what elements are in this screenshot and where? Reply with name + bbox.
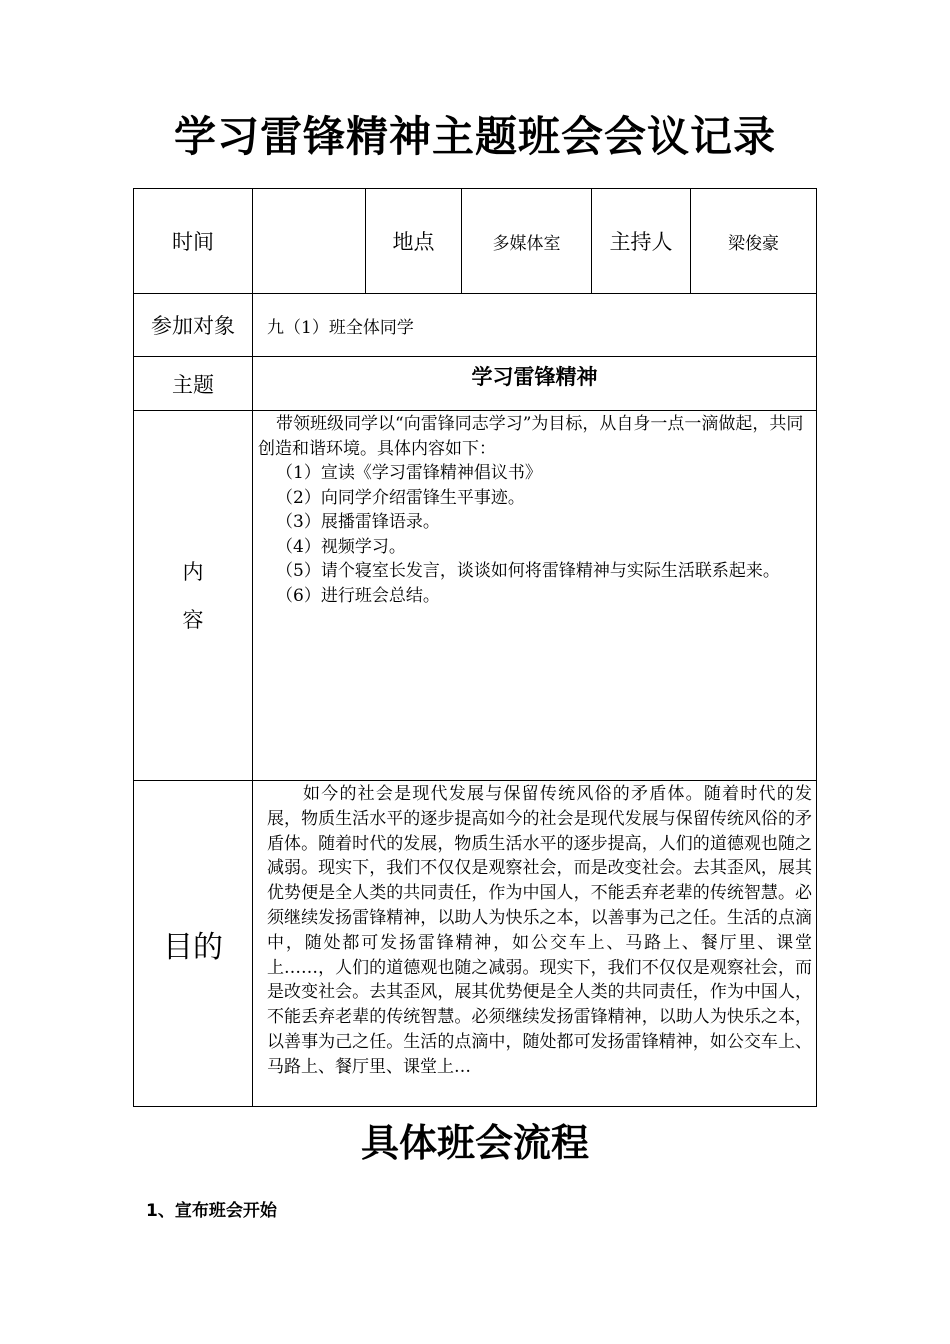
- time-label: 时间: [134, 189, 253, 294]
- time-value: [253, 189, 366, 294]
- participants-label: 参加对象: [134, 294, 253, 357]
- table-row: [134, 781, 817, 1107]
- table-row: [134, 411, 817, 781]
- host-value: 梁俊豪: [691, 189, 817, 294]
- content-item-4: （4）视频学习。: [276, 536, 406, 557]
- table-row: [134, 189, 817, 294]
- table-row: [134, 357, 817, 411]
- theme-value: 学习雷锋精神: [253, 357, 817, 411]
- content-value: [253, 411, 817, 781]
- content-item-3: （3）展播雷锋语录。: [276, 512, 440, 532]
- table-row: [134, 294, 817, 357]
- content-item-1: （1）宣读《学习雷锋精神倡议书》: [276, 463, 542, 483]
- section-heading: 具体班会流程: [360, 1121, 589, 1165]
- theme-label: 主题: [134, 357, 253, 411]
- place-label: 地点: [366, 189, 462, 294]
- host-label: 主持人: [592, 189, 691, 294]
- content-item-5: （5）请个寝室长发言，谈谈如何将雷锋精神与实际生活联系起来。: [276, 561, 780, 581]
- content-item-2: （2）向同学介绍雷锋生平事迹。: [276, 487, 525, 508]
- purpose-value: [253, 781, 817, 1107]
- content-label: [134, 411, 253, 781]
- content-label-line-2: 容: [182, 607, 204, 632]
- step-1: 1、宣布班会开始: [146, 1201, 277, 1221]
- place-value: 多媒体室: [462, 189, 592, 294]
- purpose-text: 如今的社会是现代发展与保留传统风俗的矛盾体。随着时代的发展，物质生活水平的逐步提高如今的社会是现代发展与保留传统风俗的矛盾体。随着时代的发展，物质生活水平的逐步提高，人们的道德观也随之减弱。现实下，我们不仅仅是观察社会，而是改变社会。去其歪风，展其优势便是全人类的共同责任，作为中国人，不能丢弃老辈的传统智慧。必须继续发扬雷锋精神，以助人为快乐之本，以善事为己之任。生活的点滴中，随处都可发扬雷锋精神，如公交车上、马路上、餐厅里、课堂上……，人们的道德观也随之减弱。现实下，我们不仅仅是观察社会，而是改变社会。去其歪风，展其优势便是全人类的共同责任，作为中国人，不能丢弃老辈的传统智慧。必须继续发扬雷锋精神，以助人为快乐之本，以善事为己之任。生活的点滴中，随处都可发扬雷锋精神，如公交车上、马路上、餐厅里、课堂上…: [267, 784, 812, 1077]
- purpose-label: 目的: [134, 781, 253, 1107]
- participants-value: 九（1）班全体同学: [253, 294, 817, 357]
- meeting-record-table: [133, 188, 817, 1107]
- content-label-line-1: 内: [182, 559, 204, 584]
- content-intro: 带领班级同学以“向雷锋同志学习”为目标，从自身一点一滴做起，共同创造和谐环境。具体内容如下：: [258, 414, 804, 459]
- content-item-6: （6）进行班会总结。: [276, 585, 440, 606]
- document-title: 学习雷锋精神主题班会会议记录: [173, 112, 776, 161]
